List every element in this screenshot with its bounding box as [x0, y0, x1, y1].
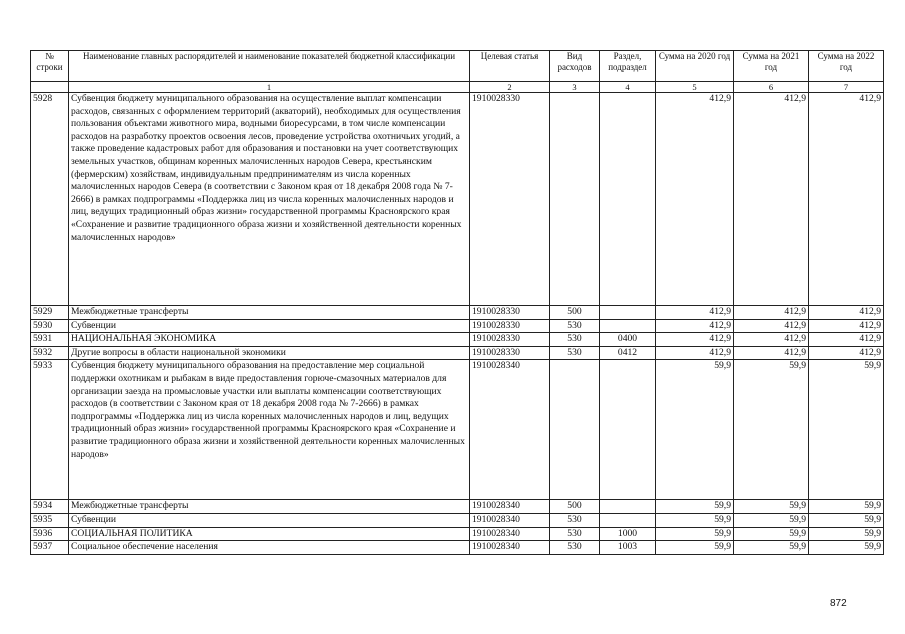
row-expense-type: 530	[550, 513, 600, 527]
row-sum-2020: 59,9	[656, 360, 734, 500]
row-target: 1910028330	[470, 346, 550, 360]
row-number: 5933	[31, 360, 69, 500]
table-row	[31, 333, 884, 347]
row-sum-2022: 412,9	[809, 346, 884, 360]
row-section	[600, 500, 656, 514]
row-sum-2020: 412,9	[656, 319, 734, 333]
header-row-no: № строки	[31, 51, 69, 82]
row-expense-type: 530	[550, 527, 600, 541]
header-sum-2021: Сумма на 2021 год	[734, 51, 809, 82]
row-sum-2020: 59,9	[656, 541, 734, 555]
col-num-2: 2	[470, 82, 550, 93]
row-section: 1000	[600, 527, 656, 541]
row-sum-2020: 59,9	[656, 500, 734, 514]
row-sum-2021: 412,9	[734, 319, 809, 333]
budget-table	[30, 50, 884, 555]
header-section: Раздел, подраздел	[600, 51, 656, 82]
header-row	[31, 51, 884, 82]
row-expense-type: 500	[550, 500, 600, 514]
row-number: 5932	[31, 346, 69, 360]
row-sum-2022: 59,9	[809, 500, 884, 514]
row-sum-2020: 59,9	[656, 513, 734, 527]
row-name: Субвенции	[69, 513, 470, 527]
col-num-5: 5	[656, 82, 734, 93]
row-number: 5937	[31, 541, 69, 555]
row-section	[600, 360, 656, 500]
col-num-3: 3	[550, 82, 600, 93]
col-num-1: 1	[69, 82, 470, 93]
row-name: Субвенция бюджету муниципального образования на предоставление мер социальной поддержки охотникам и рыбакам в виде предоставления горюче-смазочных материалов для организации заезда на промысловые участки или выплаты компенсации соответствующих расходов (в соответствии с Законом края от 18 декабря 2008 года № 7-2666) в рамках подпрограммы «Поддержка лиц из числа коренных малочисленных народов и лиц, ведущих традиционный образ жизни» государственной программы Красноярского края «Сохранение и развитие традиционного образа жизни и хозяйственной деятельности коренных малочисленных народов»	[69, 360, 470, 500]
row-sum-2020: 412,9	[656, 93, 734, 306]
row-target: 1910028340	[470, 527, 550, 541]
row-sum-2021: 59,9	[734, 513, 809, 527]
header-sum-2020: Сумма на 2020 год	[656, 51, 734, 82]
row-name: Другие вопросы в области национальной экономики	[69, 346, 470, 360]
table-row	[31, 541, 884, 555]
header-sum-2022: Сумма на 2022 год	[809, 51, 884, 82]
row-expense-type: 530	[550, 319, 600, 333]
table-row	[31, 360, 884, 500]
row-target: 1910028340	[470, 541, 550, 555]
row-sum-2022: 59,9	[809, 527, 884, 541]
row-expense-type	[550, 93, 600, 306]
column-number-row	[31, 82, 884, 93]
row-target: 1910028330	[470, 333, 550, 347]
row-sum-2020: 59,9	[656, 527, 734, 541]
row-expense-type: 530	[550, 333, 600, 347]
row-target: 1910028330	[470, 306, 550, 320]
row-name: Межбюджетные трансферты	[69, 306, 470, 320]
page-number: 872	[830, 598, 847, 609]
row-name: Социальное обеспечение населения	[69, 541, 470, 555]
row-sum-2020: 412,9	[656, 306, 734, 320]
row-name: НАЦИОНАЛЬНАЯ ЭКОНОМИКА	[69, 333, 470, 347]
row-sum-2022: 412,9	[809, 306, 884, 320]
row-name: Межбюджетные трансферты	[69, 500, 470, 514]
row-sum-2021: 59,9	[734, 527, 809, 541]
row-number: 5936	[31, 527, 69, 541]
row-sum-2021: 59,9	[734, 541, 809, 555]
row-sum-2022: 412,9	[809, 93, 884, 306]
row-sum-2022: 59,9	[809, 360, 884, 500]
row-section	[600, 93, 656, 306]
row-sum-2021: 59,9	[734, 360, 809, 500]
table-row	[31, 500, 884, 514]
row-sum-2021: 59,9	[734, 500, 809, 514]
row-target: 1910028340	[470, 360, 550, 500]
table-row	[31, 513, 884, 527]
row-name: Субвенции	[69, 319, 470, 333]
row-section: 1003	[600, 541, 656, 555]
table-row	[31, 319, 884, 333]
row-section: 0400	[600, 333, 656, 347]
header-target: Целевая статья	[470, 51, 550, 82]
row-target: 1910028330	[470, 93, 550, 306]
row-number: 5928	[31, 93, 69, 306]
row-sum-2022: 412,9	[809, 333, 884, 347]
row-number: 5935	[31, 513, 69, 527]
col-num-4: 4	[600, 82, 656, 93]
row-sum-2020: 412,9	[656, 333, 734, 347]
row-expense-type: 500	[550, 306, 600, 320]
row-section	[600, 306, 656, 320]
row-sum-2022: 59,9	[809, 541, 884, 555]
row-sum-2022: 412,9	[809, 319, 884, 333]
row-number: 5934	[31, 500, 69, 514]
row-target: 1910028340	[470, 513, 550, 527]
row-sum-2020: 412,9	[656, 346, 734, 360]
header-name: Наименование главных распорядителей и наименование показателей бюджетной классификации	[69, 51, 470, 82]
table-row	[31, 306, 884, 320]
table-row	[31, 527, 884, 541]
row-number: 5929	[31, 306, 69, 320]
row-sum-2021: 412,9	[734, 306, 809, 320]
row-name: СОЦИАЛЬНАЯ ПОЛИТИКА	[69, 527, 470, 541]
row-expense-type	[550, 360, 600, 500]
row-expense-type: 530	[550, 541, 600, 555]
row-expense-type: 530	[550, 346, 600, 360]
row-sum-2021: 412,9	[734, 333, 809, 347]
row-name: Субвенция бюджету муниципального образования на осуществление выплат компенсации расходов, связанных с оформлением территорий (акваторий), необходимых для осуществления пользования объектами животного мира, водными биоресурсами, в том числе компенсации расходов на разработку проектов освоения лесов, проведение устройства охотничьих угодий, а также проведение кадастровых работ для образования и постановки на учет соответствующих земельных участков, общинам коренных малочисленных народов Севера, крестьянским (фермерским) хозяйствам, индивидуальным предпринимателям из числа коренных малочисленных народов Севера (в соответствии с Законом края от 18 декабря 2008 года № 7-2666) в рамках подпрограммы «Поддержка лиц из числа коренных малочисленных народов и лиц, ведущих традиционный образ жизни» государственной программы Красноярского края «Сохранение и развитие традиционного образа жизни и хозяйственной деятельности коренных малочисленных народов»	[69, 93, 470, 306]
row-sum-2021: 412,9	[734, 346, 809, 360]
col-num-6: 6	[734, 82, 809, 93]
row-target: 1910028330	[470, 319, 550, 333]
row-sum-2021: 412,9	[734, 93, 809, 306]
row-section	[600, 319, 656, 333]
row-target: 1910028340	[470, 500, 550, 514]
col-num-0	[31, 82, 69, 93]
table-row	[31, 93, 884, 306]
row-section	[600, 513, 656, 527]
row-section: 0412	[600, 346, 656, 360]
row-number: 5931	[31, 333, 69, 347]
table-row	[31, 346, 884, 360]
header-expense-type: Вид расходов	[550, 51, 600, 82]
col-num-7: 7	[809, 82, 884, 93]
row-sum-2022: 59,9	[809, 513, 884, 527]
row-number: 5930	[31, 319, 69, 333]
